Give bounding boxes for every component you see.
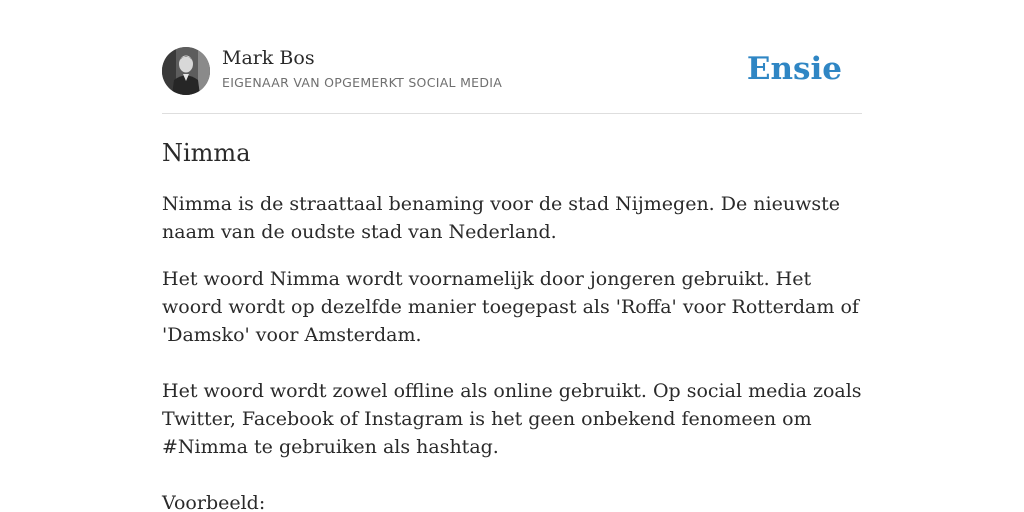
article-title: Nimma [162,139,251,167]
author-avatar[interactable] [162,47,210,95]
ensie-logo[interactable]: Ensie [746,51,842,87]
author-header [162,0,862,114]
author-title: EIGENAAR VAN OPGEMERKT SOCIAL MEDIA [222,75,503,90]
person-photo-icon [162,47,210,95]
definition-card [162,0,862,512]
article-paragraph: Nimma is de straattaal benaming voor de stad Nijmegen. De nieuwste naam van de oudste stad van Nederland. [162,193,840,243]
author-name[interactable]: Mark Bos [222,47,315,69]
article-paragraph: Het woord Nimma wordt voornamelijk door jongeren gebruikt. Het woord wordt op dezelfde manier toegepast als 'Roffa' voor Rotterdam of 'Damsko' voor Amsterdam. Het woord wordt zowel offline als online gebruikt. Op social media zoals Twitter, Facebook of Instagram is het geen onbekend fenomeen om #Nimma te gebruiken als hashtag. Voorbeeld: [162,268,862,512]
